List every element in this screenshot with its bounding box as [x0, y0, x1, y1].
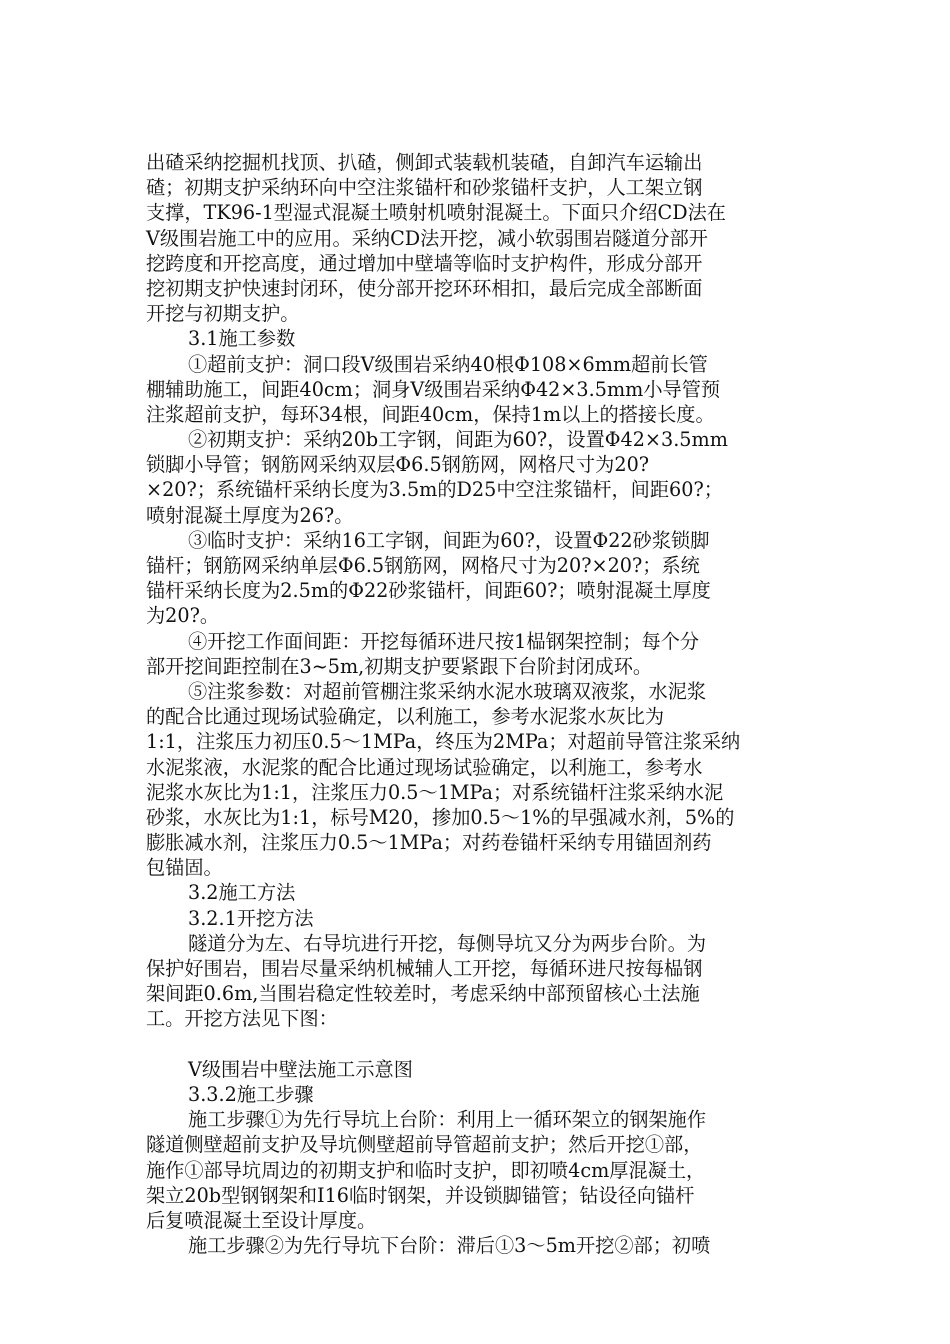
- text-line: 锚杆采纳长度为2.5m的Φ22砂浆锚杆，间距60?；喷射混凝土厚度: [146, 579, 711, 603]
- text-line: Ⅴ级围岩施工中的应用。采纳CD法开挖，减小软弱围岩隧道分部开: [146, 226, 708, 250]
- step-2: [146, 1233, 808, 1258]
- text-line: 架立20b型钢钢架和I16临时钢架，并设锁脚锚管；钻设径向锚杆: [146, 1183, 695, 1207]
- text-line: 水泥浆液，水泥浆的配合比通过现场试验确定，以利施工，参考水: [146, 755, 703, 779]
- text-line: 3.2.1开挖方法: [188, 906, 314, 930]
- text-line: 1:1，注浆压力初压0.5～1MPa，终压为2MPa；对超前导管注浆采纳: [146, 730, 741, 754]
- text-line: 挖跨度和开挖高度，通过增加中壁墙等临时支护构件，形成分部开: [146, 251, 703, 275]
- text-line: 棚辅助施工，间距40cm；洞身Ⅴ级围岩采纳Φ42×3.5mm小导管预: [146, 377, 721, 401]
- text-line: 保护好围岩，围岩尽量采纳机械辅人工开挖，每循环进尺按每榀钢: [146, 957, 703, 980]
- excavation-method: [146, 931, 808, 1032]
- text-line: 喷射混凝土厚度为26?。: [146, 503, 354, 527]
- text-line: ②初期支护：采纳20b工字钢，间距为60?，设置Φ42×3.5mm: [188, 428, 728, 452]
- text-line: ⑤注浆参数：对超前管棚注浆采纳水泥水玻璃双液浆，水泥浆: [188, 679, 707, 703]
- text-line: 膨胀减水剂，注浆压力0.5～1MPa；对药卷锚杆采纳专用锚固剂药: [146, 831, 712, 855]
- heading-3-3-2: [146, 1082, 808, 1107]
- text-line: ×20?；系统锚杆采纳长度为3.5m的D25中空注浆锚杆，间距60?；: [146, 478, 723, 502]
- text-line: 包锚固。: [146, 856, 223, 880]
- text-line: 泥浆水灰比为1:1，注浆压力0.5～1MPa；对系统锚杆注浆采纳水泥: [146, 780, 724, 804]
- text-line: 挖初期支护快速封闭环，使分部开挖环环相扣，最后完成全部断面: [146, 276, 703, 300]
- text-line: 注浆超前支护，每环34根，间距40cm，保持1m以上的搭接长度。: [146, 402, 715, 426]
- text-line: ③临时支护：采纳16工字钢，间距为60?，设置Φ22砂浆锁脚: [188, 528, 710, 552]
- figure-caption: [146, 1057, 808, 1082]
- text-line: ①超前支护：洞口段Ⅴ级围岩采纳40根Φ108×6mm超前长管: [188, 352, 708, 376]
- param-initial-support: [146, 427, 808, 528]
- text-line: 部开挖间距控制在3~5m,初期支护要紧跟下台阶封闭成环。: [146, 654, 653, 678]
- text-line: 3.2施工方法: [188, 881, 296, 905]
- text-line: 3.1施工参数: [188, 327, 296, 351]
- text-line: 3.3.2施工步骤: [188, 1082, 314, 1106]
- text-line: ④开挖工作面间距：开挖每循环进尺按1榀钢架控制；每个分: [188, 629, 700, 653]
- text-line: 架间距0.6m,当围岩稳定性较差时，考虑采纳中部预留核心土法施: [146, 982, 700, 1006]
- heading-3-2-1: [146, 906, 808, 931]
- text-line: 施工步骤②为先行导坑下台阶：滞后①3～5m开挖②部；初喷: [188, 1234, 711, 1258]
- text-line: 锚杆；钢筋网采纳单层Φ6.5钢筋网，网格尺寸为20?×20?；系统: [146, 554, 700, 577]
- document-page: [146, 150, 808, 1258]
- text-line: 出碴采纳挖掘机找顶、扒碴，侧卸式装载机装碴，自卸汽车运输出: [146, 151, 703, 174]
- step-1: [146, 1107, 808, 1233]
- text-line: 隧道分为左、右导坑进行开挖，每侧导坑又分为两步台阶。为: [188, 931, 707, 955]
- heading-3-1: [146, 326, 808, 351]
- param-temporary-support: [146, 528, 808, 629]
- text-line: 工。开挖方法见下图：: [146, 1007, 338, 1031]
- blank-gap: [146, 1032, 808, 1057]
- text-line: 锁脚小导管；钢筋网采纳双层Φ6.5钢筋网，网格尺寸为20?: [146, 453, 650, 477]
- text-line: 后复喷混凝土至设计厚度。: [146, 1208, 377, 1232]
- text-line: 为20?。: [146, 604, 220, 628]
- text-line: 开挖与初期支护。: [146, 302, 300, 326]
- param-advance-support: [146, 352, 808, 428]
- text-line: 砂浆，水灰比为1:1，标号M20，掺加0.5～1%的早强减水剂，5%的: [146, 805, 735, 829]
- intro-paragraph: [146, 150, 808, 326]
- param-face-spacing: [146, 629, 808, 679]
- text-line: 施工步骤①为先行导坑上台阶：利用上一循环架立的钢架施作: [188, 1108, 707, 1132]
- text-line: [146, 1032, 808, 1057]
- text-line: 施作①部导坑周边的初期支护和临时支护，即初喷4cm厚混凝土，: [146, 1158, 706, 1182]
- heading-3-2: [146, 880, 808, 905]
- text-line: Ⅴ级围岩中壁法施工示意图: [188, 1057, 413, 1081]
- text-line: 碴；初期支护采纳环向中空注浆锚杆和砂浆锚杆支护，人工架立钢: [146, 176, 703, 200]
- text-line: 的配合比通过现场试验确定，以利施工，参考水泥浆水灰比为: [146, 705, 665, 729]
- text-line: 支撑，TK96-1型湿式混凝土喷射机喷射混凝土。下面只介绍CD法在: [146, 201, 726, 225]
- param-grouting: [146, 679, 808, 881]
- text-line: 隧道侧壁超前支护及导坑侧壁超前导管超前支护；然后开挖①部，: [146, 1133, 703, 1157]
